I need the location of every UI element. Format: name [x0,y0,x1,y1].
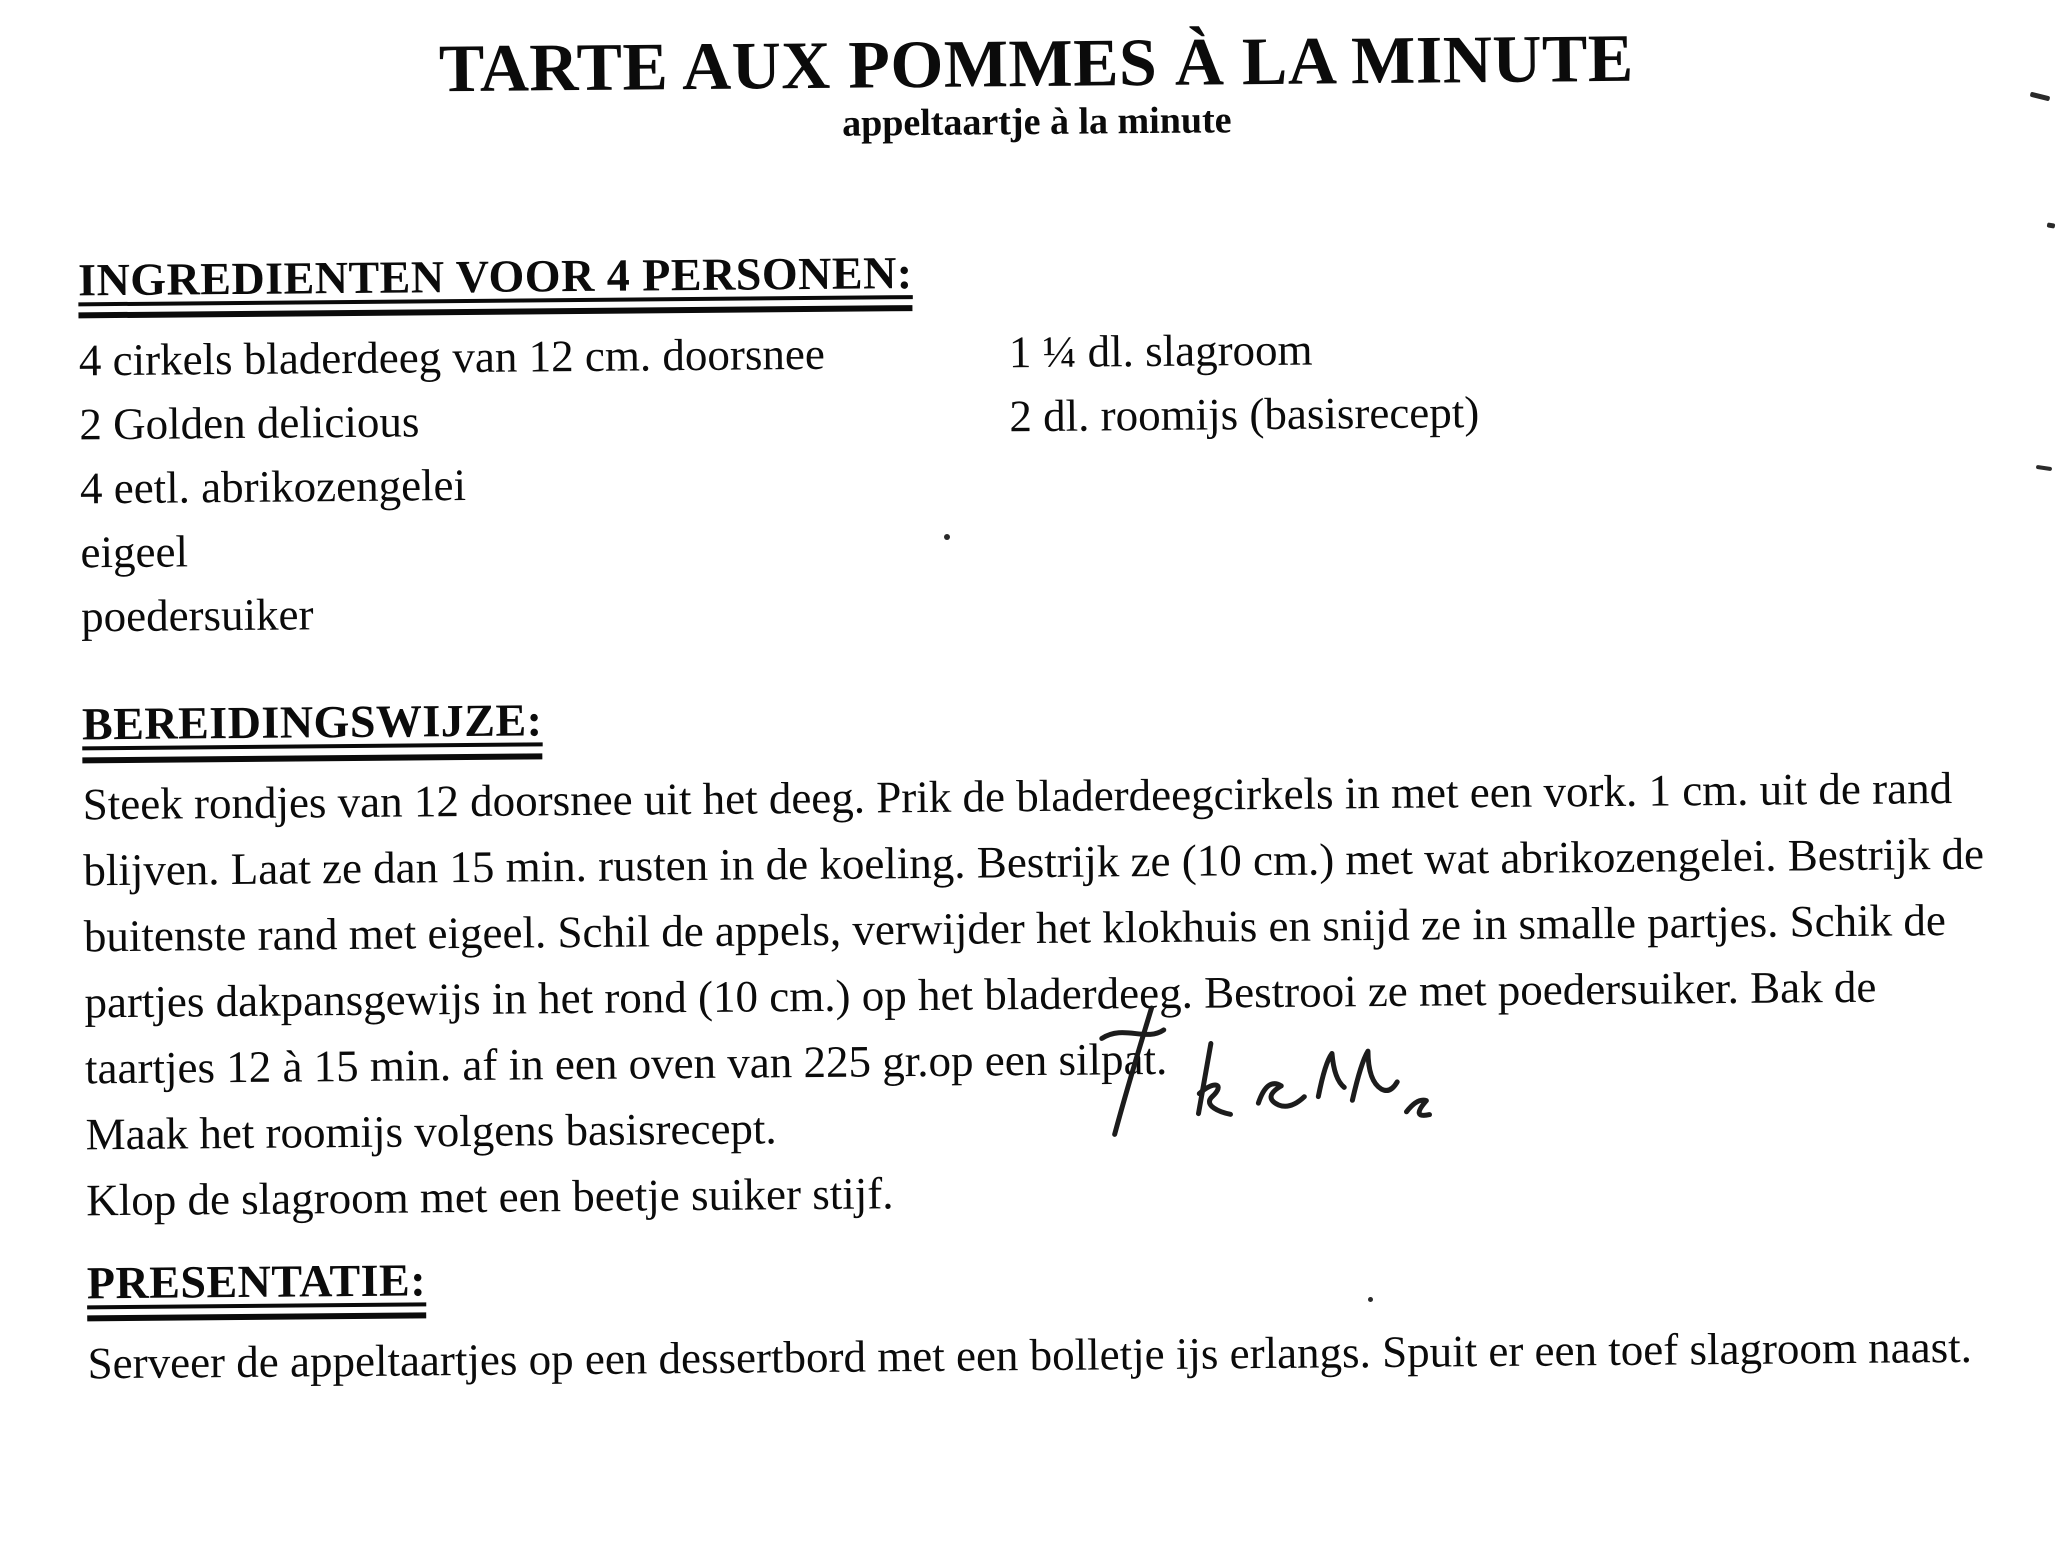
scan-artifact [2036,465,2052,471]
recipe-content [76,20,2008,1398]
presentation-section [87,1240,2008,1397]
preparation-paragraph: Steek rondjes van 12 doorsnee uit het deeg. Prik de bladerdeegcirkels in met een vork. 1 cm. uit de rand blijven. Laat ze dan 15 min. rusten in de koeling. Bestrijk ze (10 cm.) met wat abrikozengelei. Bestrijk de buitenste rand met eigeel. Schil de appels, verwijder het klokhuis en snijd ze in smalle partjes. Schik de partjes dakpansgewijs in het rond (10 cm.) op het bladerdeeg. Bestrooi ze met poedersuiker. Bak de taartjes 12 à 15 min. af in een oven van 225 gr.op een silpat. [82,762,1985,1093]
scan-artifact [944,534,950,540]
ingredient-item: 4 eetl. abrikozengelei [79,460,467,514]
ingredients-right-column [1009,312,2002,641]
scan-artifact [2030,92,2051,102]
title-block [76,20,1997,152]
preparation-note-line: Klop de slagroom met een beetje suiker stijf. [85,1167,894,1225]
preparation-note-line: Maak het roomijs volgens basisrecept. [85,1102,777,1159]
presentation-paragraph: Serveer de appeltaartjes op een dessertbord met een bolletje ijs erlangs. Spuit er een toef slagroom naast. [87,1321,1973,1389]
ingredients-section [78,237,2001,648]
presentation-heading: PRESENTATIE: [87,1254,427,1321]
ingredient-item: poedersuiker [80,589,314,642]
ingredient-item: 2 Golden delicious [79,396,420,450]
ingredient-item: eigeel [80,526,189,578]
ingredient-item: 2 dl. roomijs (basisrecept) [1009,387,1480,442]
scan-artifact [2047,222,2056,228]
ingredients-heading: INGREDIENTEN VOOR 4 PERSONEN: [78,247,913,319]
ingredient-columns [79,312,2002,649]
page-subtitle: appeltaartje à la minute [841,99,1232,145]
ingredient-item: 1 ¼ dl. slagroom [1008,324,1313,378]
ingredient-item: 4 cirkels bladerdeeg van 12 cm. doorsnee [78,328,826,386]
preparation-heading: BEREIDINGSWIJZE: [82,694,543,763]
scan-artifact [1368,1297,1373,1302]
page-title: TARTE AUX POMMES À LA MINUTE [438,19,1635,107]
ingredients-left-column [79,320,1012,648]
preparation-section [82,682,2007,1233]
